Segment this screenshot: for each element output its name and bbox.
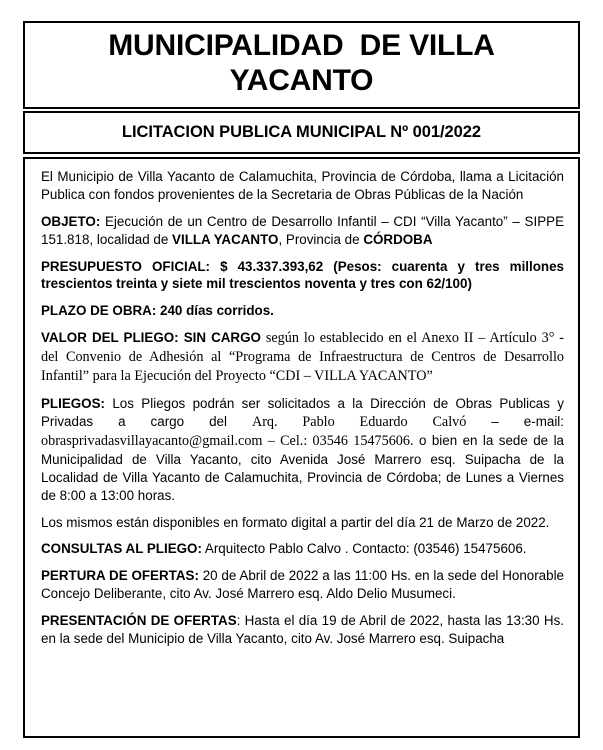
paragraph-objeto: [41, 213, 564, 249]
paragraph-presupuesto: [41, 258, 564, 294]
pliegos-text-3: o bien en la sede de la Municipalidad de Villa Yacanto, cito Avenida José Marrero esq. Suipacha de la Localidad de Villa Yacanto de Calamuchita, Provincia de Córdoba; de Lunes a Viernes de 8:00 a 13:00 horas.: [41, 432, 564, 503]
subtitle-box: [23, 111, 580, 154]
apertura-text: 20 de Abril de 2022 a las 11:00 Hs. en la sede del Honorable Concejo Deliberante, cito Av. José Marrero esq. Aldo Delio Musumeci.: [41, 568, 564, 602]
valor-pliego-text: según lo establecido en el Anexo II – Artículo 3° - del Convenio de Adhesión al “Programa de Infraestructura de Centros de Desarrollo Infantil” para la Ejecución del Proyecto “CDI – VILLA YACANTO”: [41, 330, 565, 385]
pliegos-label: PLIEGOS:: [41, 396, 105, 412]
pliegos-digital-text: Los mismos están disponibles en formato digital a partir del día 21 de Marzo de 2022.: [41, 514, 550, 530]
paragraph-consultas: [41, 540, 564, 558]
paragraph-pliegos: [41, 395, 564, 504]
pliegos-architect-name: Arq. Pablo Eduardo Calvó: [251, 413, 467, 430]
page-title: MUNICIPALIDAD DE VILLA YACANTO: [108, 28, 503, 97]
pliegos-email-phone: obrasprivadasvillayacanto@gmail.com – Cel.: 03546 15475606.: [41, 432, 414, 449]
paragraph-pliegos-digital: [41, 514, 564, 532]
paragraph-valor-pliego: [41, 329, 564, 386]
objeto-label: OBJETO:: [41, 213, 101, 229]
consultas-label: CONSULTAS AL PLIEGO:: [41, 541, 202, 557]
body-box: [23, 157, 580, 738]
title-box: [23, 21, 580, 109]
presupuesto-text: PRESUPUESTO OFICIAL: $ 43.337.393,62 (Pesos: cuarenta y tres millones trescientos treinta y siete mil trescientos noventa y tres con 62/100): [41, 258, 564, 292]
paragraph-presentacion: [41, 612, 564, 648]
plazo-text: PLAZO DE OBRA: 240 días corridos.: [41, 303, 274, 319]
paragraph-apertura: [41, 567, 564, 603]
consultas-text: Arquitecto Pablo Calvo . Contacto: (03546) 15475606.: [201, 541, 527, 557]
paragraph-intro: [41, 168, 564, 204]
valor-pliego-label: VALOR DEL PLIEGO: SIN CARGO: [41, 330, 261, 346]
objeto-text-2: , Provincia de: [278, 231, 364, 247]
presentacion-text: : Hasta el día 19 de Abril de 2022, hasta las 13:30 Hs. en la sede del Municipio de Villa Yacanto, cito Av. José Marrero esq. Suipacha: [41, 613, 564, 647]
objeto-province: CÓRDOBA: [363, 231, 433, 247]
paragraph-plazo: [41, 302, 564, 320]
objeto-text-1: Ejecución de un Centro de Desarrollo Infantil – CDI “Villa Yacanto” – SIPPE 151.818, localidad de: [41, 213, 564, 247]
page-subtitle: LICITACION PUBLICA MUNICIPAL Nº 001/2022: [121, 123, 482, 141]
pliegos-text-2: – e-mail:: [466, 413, 564, 429]
pliegos-text-1: Los Pliegos podrán ser solicitados a la Dirección de Obras Publicas y Privadas a cargo del: [41, 396, 564, 429]
intro-text: El Municipio de Villa Yacanto de Calamuchita, Provincia de Córdoba, llama a Licitación Publica con fondos provenientes de la Secretaria de Obras Públicas de la Nación: [41, 169, 564, 202]
presentacion-label: PRESENTACIÓN DE OFERTAS: [41, 613, 237, 629]
objeto-locality: VILLA YACANTO: [172, 231, 279, 247]
apertura-label: PERTURA DE OFERTAS:: [41, 568, 199, 584]
